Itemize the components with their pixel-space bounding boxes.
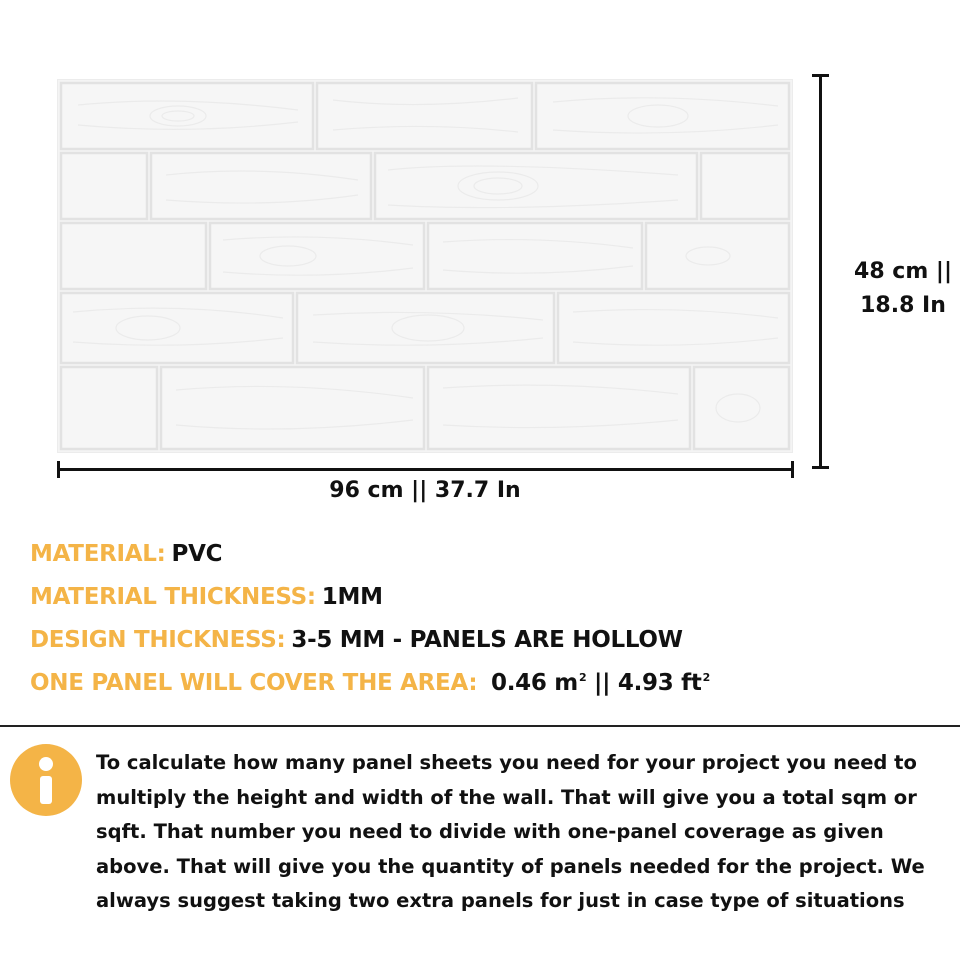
plank <box>151 153 371 219</box>
plank <box>317 83 532 149</box>
width-dimension-cap-right <box>791 461 794 478</box>
height-dimension-cap-bottom <box>812 466 829 469</box>
plank <box>61 153 147 219</box>
spec-value: 3-5 MM - PANELS ARE HOLLOW <box>291 626 683 653</box>
superscript: 2 <box>702 670 710 684</box>
info-icon-dot <box>39 757 53 771</box>
info-icon <box>10 744 82 816</box>
spec-value: 1MM <box>321 583 383 610</box>
superscript: 2 <box>578 670 587 684</box>
panel-image <box>58 80 792 452</box>
height-dimension-line <box>819 75 822 468</box>
width-dimension-line <box>58 468 794 471</box>
plank <box>61 223 206 289</box>
plank <box>428 367 690 449</box>
height-dimension-cap-top <box>812 74 829 77</box>
coverage-sqft: || 4.93 ft <box>586 669 702 696</box>
wood-plank-pattern <box>58 80 792 452</box>
plank <box>536 83 789 149</box>
spec-key: DESIGN THICKNESS: <box>30 626 286 653</box>
plank <box>558 293 789 363</box>
coverage-sqm: 0.46 m <box>491 669 578 696</box>
spec-row-material <box>30 532 710 575</box>
plank <box>61 293 293 363</box>
spec-row-coverage <box>30 661 710 704</box>
spec-row-material-thickness <box>30 575 710 618</box>
spec-list <box>30 532 710 704</box>
plank <box>694 367 789 449</box>
spec-row-design-thickness <box>30 618 710 661</box>
spec-value: PVC <box>171 540 223 567</box>
info-text: To calculate how many panel sheets you need for your project you need to multiply the height and width of the wall. That will give you a total sqm or sqft. That number you need to divide with one-panel coverage as given above. That will give you the quantity of panels needed for the project. We always suggest taking two extra panels for just in case type of situations <box>96 751 925 912</box>
width-dimension-cap-left <box>57 461 60 478</box>
plank <box>61 367 157 449</box>
height-label-line1: 48 cm || <box>854 259 952 284</box>
width-label: 96 cm || 37.7 In <box>329 478 521 503</box>
spec-key: ONE PANEL WILL COVER THE AREA: <box>30 669 478 696</box>
plank <box>61 83 313 149</box>
plank <box>701 153 789 219</box>
plank <box>428 223 642 289</box>
plank <box>297 293 554 363</box>
height-label-line2: 18.8 In <box>860 293 946 318</box>
divider <box>0 725 960 727</box>
info-icon-stem <box>40 776 52 804</box>
plank <box>646 223 789 289</box>
spec-key: MATERIAL THICKNESS: <box>30 583 316 610</box>
spec-value <box>483 670 710 696</box>
plank <box>210 223 424 289</box>
plank <box>375 153 697 219</box>
plank <box>161 367 424 449</box>
spec-key: MATERIAL: <box>30 540 166 567</box>
